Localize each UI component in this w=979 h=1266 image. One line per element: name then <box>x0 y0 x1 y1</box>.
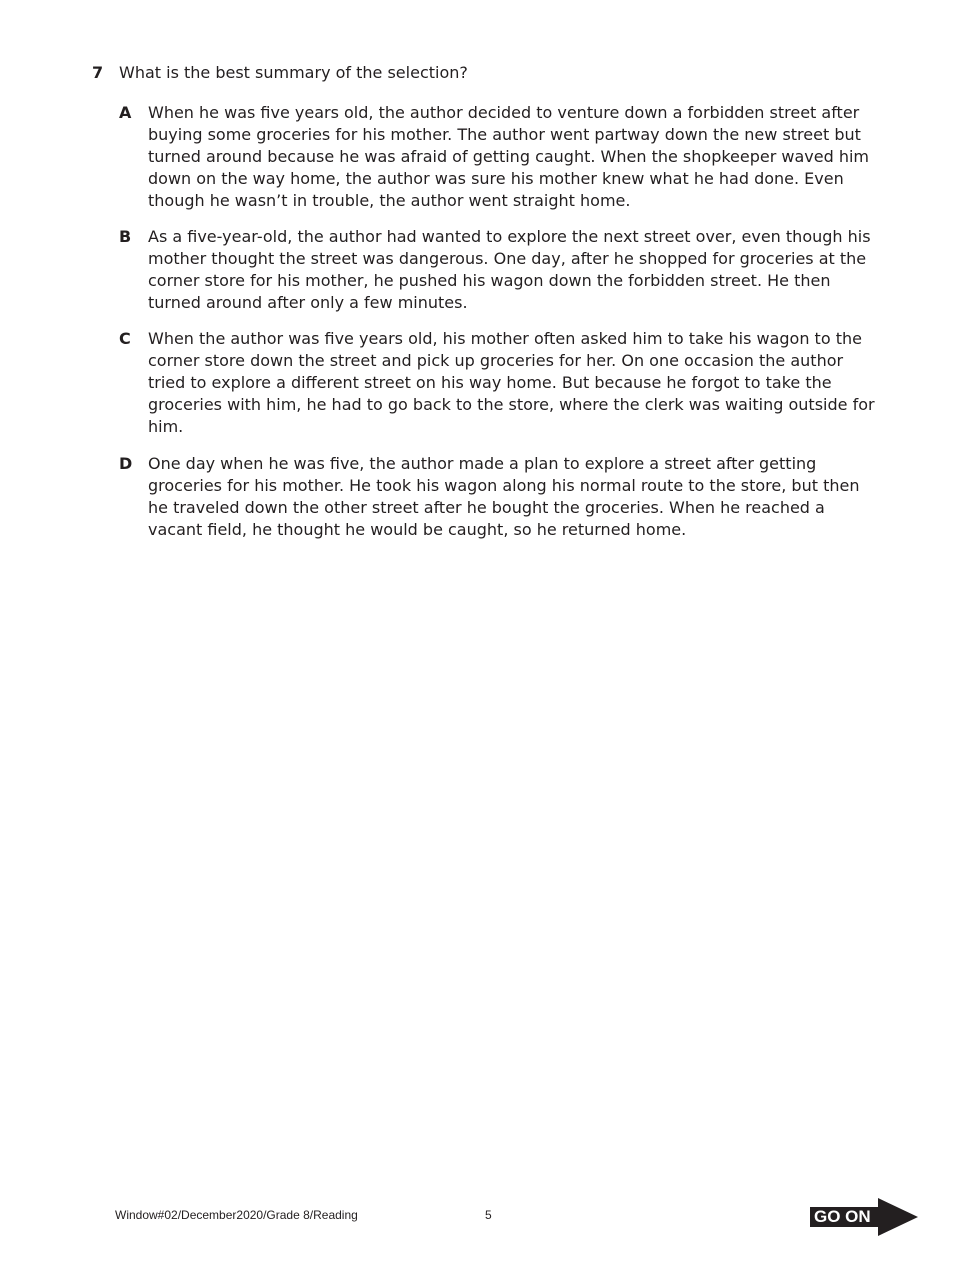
question-number: 7 <box>92 63 104 82</box>
choice-text: One day when he was five, the author made a plan to explore a street after getting groceries for his mother. He took his wagon along his normal route to the store, but then he traveled down the other street after he bought the groceries. When he reached a vacant field, he thought he would be caught, so he returned home. <box>148 454 860 539</box>
go-on-indicator <box>810 1197 920 1237</box>
choice-text: When he was five years old, the author decided to venture down a forbidden street after buying some groceries for his mother. The author went partway down the new street but turned around because he was afraid of getting caught. When the shopkeeper waved him down on the way home, the author was sure his mother knew what he had done. Even though he wasn’t in trouble, the author went straight home. <box>148 103 870 210</box>
page-number: 5 <box>485 1208 492 1222</box>
question-stem: What is the best summary of the selection? <box>119 63 468 82</box>
go-on-label: GO ON <box>814 1207 871 1226</box>
footer-document-id: Window#02/December2020/Grade 8/Reading <box>115 1208 358 1222</box>
choice-letter: A <box>119 103 132 122</box>
choice-text: As a five-year-old, the author had wanted to explore the next street over, even though his mother thought the street was dangerous. One day, after he shopped for groceries at the corner store for his mother, he pushed his wagon down the forbidden street. He then turned around after only a few minutes. <box>148 227 871 312</box>
choice-letter: C <box>119 329 131 348</box>
choice-letter: D <box>119 454 133 473</box>
choice-letter: B <box>119 227 132 246</box>
choice-text: When the author was five years old, his mother often asked him to take his wagon to the corner store down the street and pick up groceries for her. On one occasion the author tried to explore a different street on his way home. But because he forgot to take the groceries with him, he had to go back to the store, where the clerk was waiting outside for him. <box>148 329 875 436</box>
